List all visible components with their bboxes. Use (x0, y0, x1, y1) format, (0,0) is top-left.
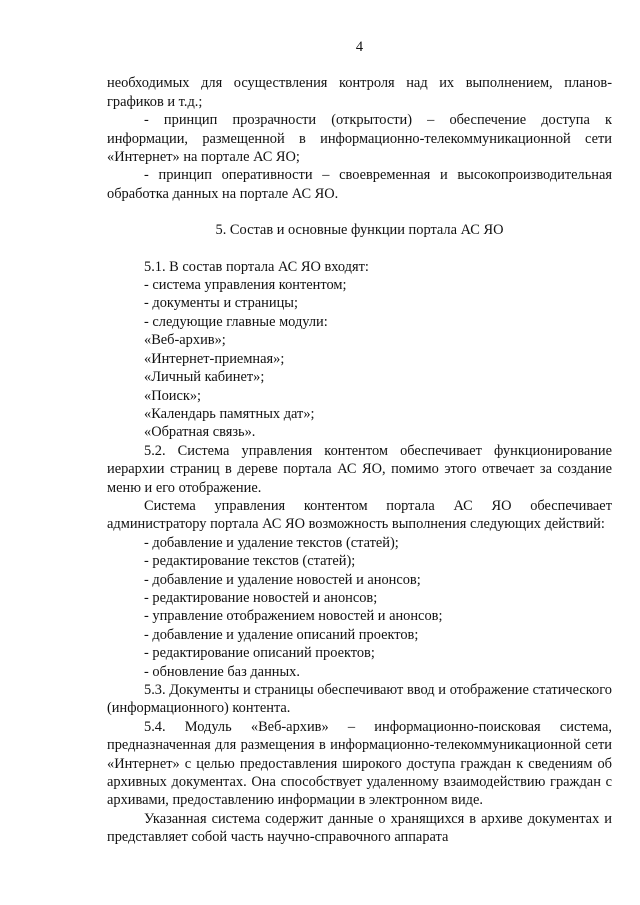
paragraph: необходимых для осуществления контроля над их выполнением, планов-графиков и т.д.; (107, 75, 612, 110)
paragraph: - принцип прозрачности (открытости) – обеспечение доступа к информации, размещенной в информационно-телекоммуникационной сети «Интернет» на портале АС ЯО; (107, 112, 612, 166)
list-item: - редактирование текстов (статей); (144, 553, 356, 570)
list-item: - обновление баз данных. (144, 663, 300, 680)
list-item: «Веб-архив»; (144, 332, 226, 349)
list-item: «Обратная связь». (144, 424, 256, 441)
list-item: - управление отображением новостей и анонсов; (144, 608, 443, 625)
list-item: «Поиск»; (144, 387, 202, 404)
paragraph: 5.2. Система управления контентом обеспечивает функционирование иерархии страниц в дереве портала АС ЯО, помимо этого отвечает за создание меню и его отображение. (107, 442, 612, 496)
paragraph: 5.4. Модуль «Веб-архив» – информационно-поисковая система, предназначенная для размещения в информационно-телекоммуникационной сети «Интернет» с целью предоставления широкого доступа граждан к сведениям об архивных документах. Она способствует удаленному взаимодействию граждан с архивами, предоставлению информации в электронном виде. (107, 718, 612, 809)
list-item: «Интернет-приемная»; (144, 350, 285, 367)
page-number: 4 (355, 39, 364, 55)
list-item: - следующие главные модули: (144, 313, 328, 330)
section-heading: 5. Состав и основные функции портала АС ЯО (215, 222, 504, 239)
list-item: «Личный кабинет»; (144, 369, 265, 386)
list-item: - добавление и удаление текстов (статей); (144, 534, 399, 551)
list-item: - добавление и удаление новостей и анонсов; (144, 571, 421, 588)
paragraph: - принцип оперативности – своевременная и высокопроизводительная обработка данных на портале АС ЯО. (107, 167, 612, 202)
list-item: «Календарь памятных дат»; (144, 405, 315, 422)
paragraph: Система управления контентом портала АС ЯО обеспечивает администратору портала АС ЯО возможность выполнения следующих действий: (107, 497, 612, 533)
paragraph: 5.3. Документы и страницы обеспечивают ввод и отображение статического (информационного) контента. (107, 682, 612, 717)
list-item: - редактирование новостей и анонсов; (144, 589, 378, 606)
list-item: - добавление и удаление описаний проектов; (144, 626, 419, 643)
list-item: - система управления контентом; (144, 277, 347, 294)
list-item: - редактирование описаний проектов; (144, 645, 375, 662)
paragraph: Указанная система содержит данные о хранящихся в архиве документах и представляет собой часть научно-справочного аппарата (107, 810, 612, 846)
list-item: 5.1. В состав портала АС ЯО входят: (144, 258, 369, 275)
document-body (107, 74, 612, 846)
list-item: - документы и страницы; (144, 295, 298, 312)
